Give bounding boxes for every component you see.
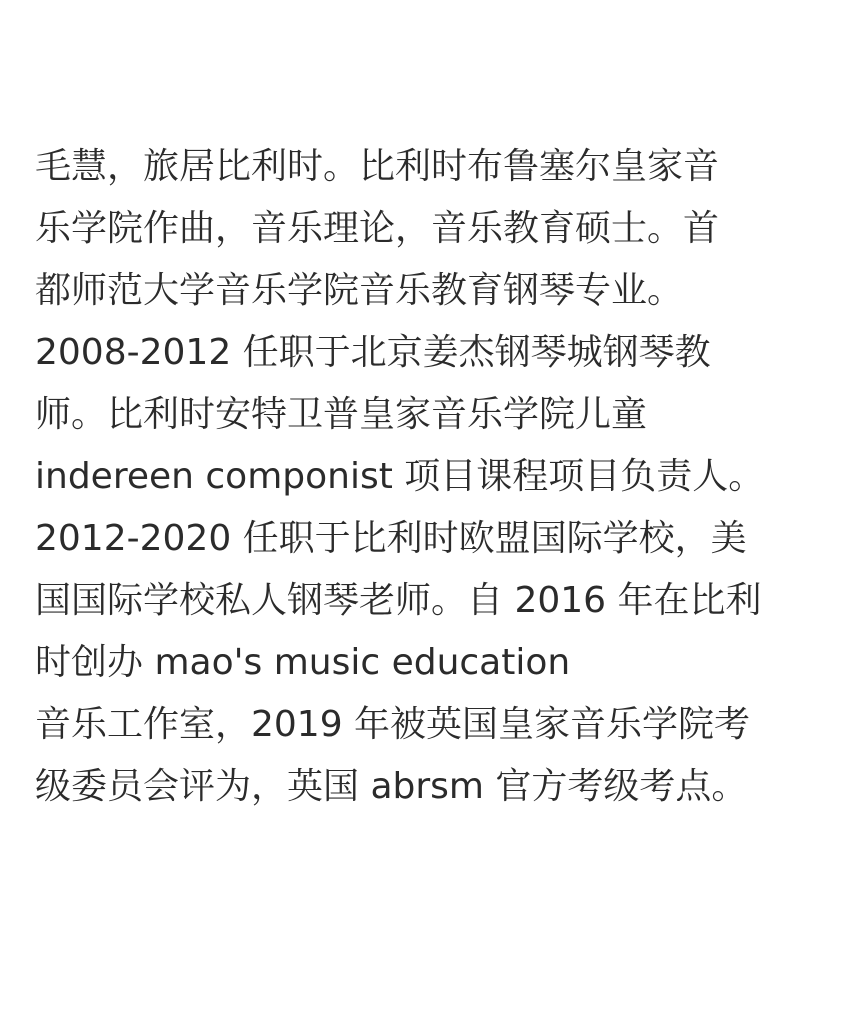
bio-line: 2012-2020 任职于比利时欧盟国际学校，美 xyxy=(35,518,747,559)
bio-line: 国国际学校私人钢琴老师。自 2016 年在比利 xyxy=(35,580,762,621)
bio-line: 乐学院作曲，音乐理论，音乐教育硕士。首 xyxy=(35,208,720,249)
bio-line: 时创办 mao's music education xyxy=(35,642,571,683)
bio-line: 师。比利时安特卫普皇家音乐学院儿童 xyxy=(35,394,648,435)
bio-line: 都师范大学音乐学院音乐教育钢琴专业。 xyxy=(35,270,684,311)
bio-line: 级委员会评为，英国 abrsm 官方考级考点。 xyxy=(35,766,748,807)
bio-line: 毛慧，旅居比利时。比利时布鲁塞尔皇家音 xyxy=(35,146,720,187)
biography-text xyxy=(35,136,855,818)
bio-line: 音乐工作室，2019 年被英国皇家音乐学院考 xyxy=(35,704,751,745)
bio-line: indereen componist 项目课程项目负责人。 xyxy=(35,456,765,497)
bio-line: 2008-2012 任职于北京姜杰钢琴城钢琴教 xyxy=(35,332,711,373)
